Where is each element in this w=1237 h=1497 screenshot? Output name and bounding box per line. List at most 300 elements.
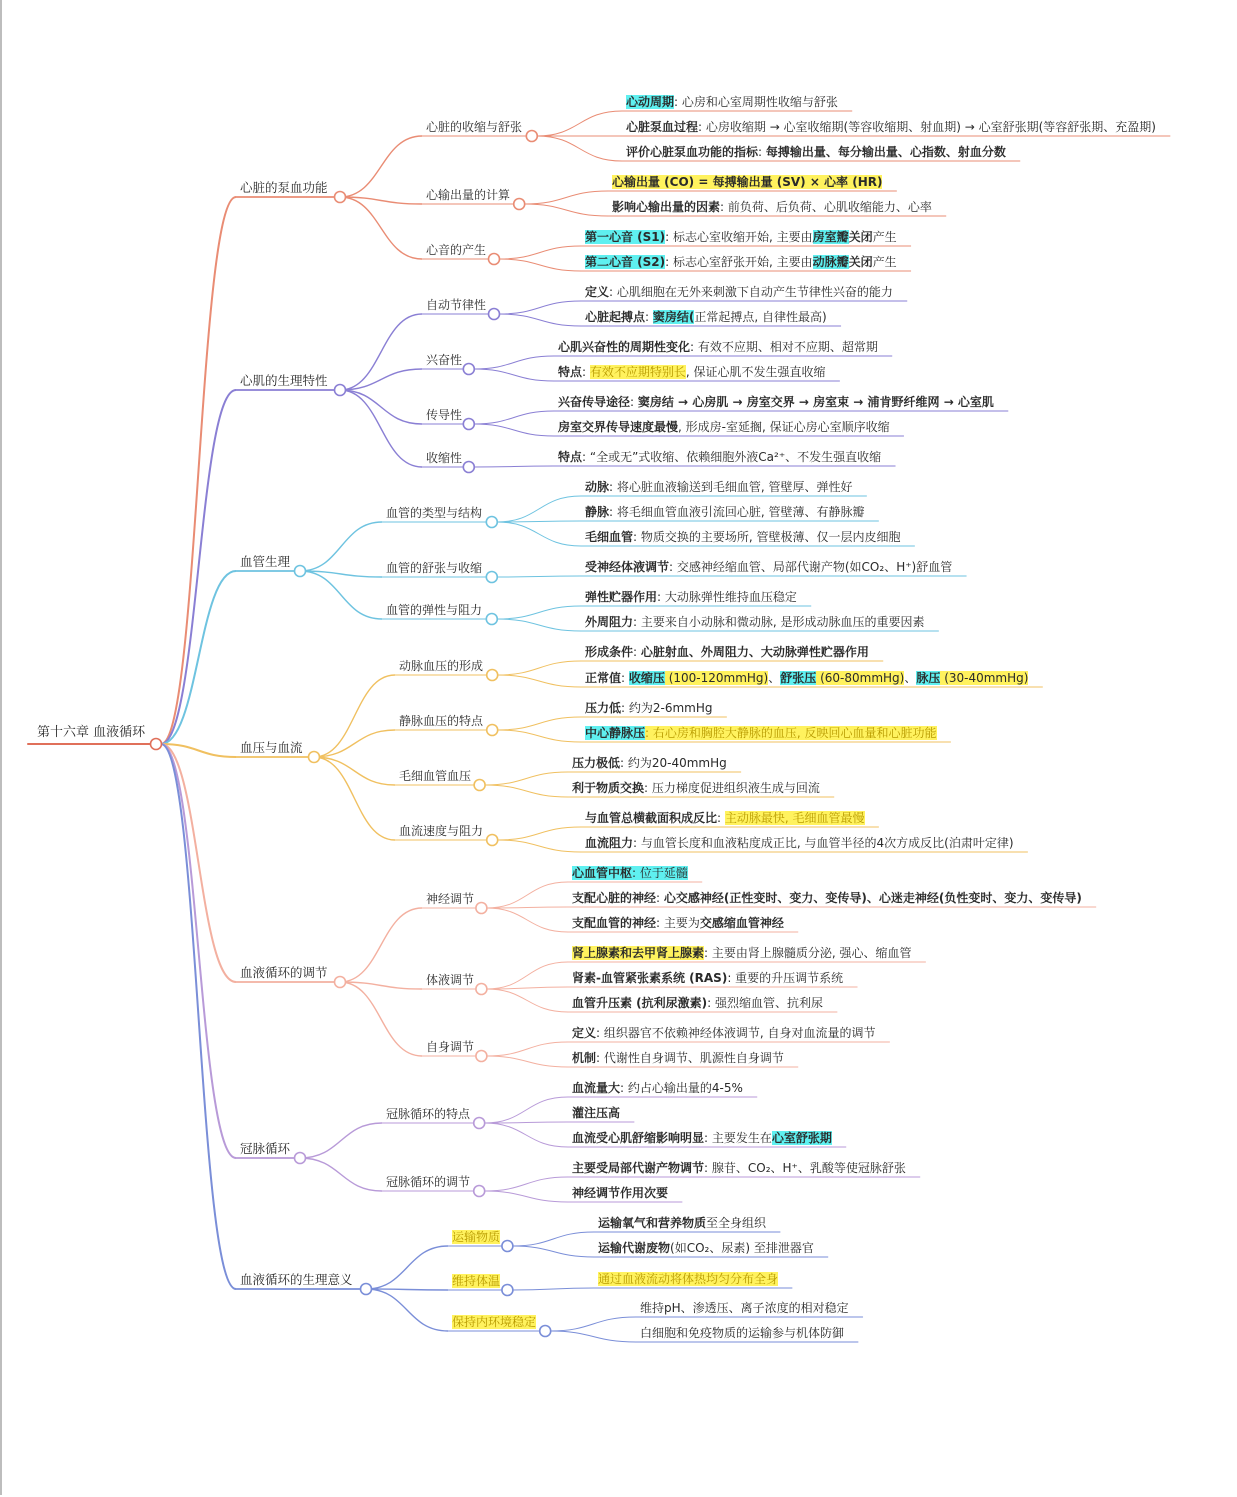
leaf-text: : 约占心输出量的4-5%	[620, 1081, 743, 1095]
branch-connector	[497, 661, 581, 675]
leaf-node[interactable]	[612, 174, 882, 190]
highlighted-text: (100-120mmHg)	[664, 671, 769, 685]
leaf-text: : 标志心室舒张开始, 主要由	[665, 255, 813, 269]
subtopic-label: 血流速度与阻力	[399, 824, 484, 838]
subtopic-title[interactable]	[386, 1174, 470, 1190]
leaf-node[interactable]	[585, 614, 925, 630]
subtopic-label: 动脉血压的形成	[399, 659, 484, 673]
branch-connector	[300, 571, 382, 577]
branch-connector	[300, 522, 382, 571]
subtopic-label: 毛细血管血压	[399, 769, 472, 783]
leaf-text: :	[633, 645, 641, 659]
highlighted-text: 第一心音 (S1)	[585, 230, 666, 244]
branch-connector	[474, 466, 554, 467]
leaf-text: 特点	[558, 365, 583, 379]
branch-connector	[474, 424, 554, 436]
highlighted-text: 心室舒张期	[771, 1131, 832, 1145]
leaf-text: :	[758, 145, 766, 159]
subtopic-label: 体液调节	[426, 973, 475, 987]
leaf-node[interactable]	[572, 755, 727, 771]
leaf-text: (如CO₂、尿素) 至排泄器官	[670, 1241, 814, 1255]
subtopic-title[interactable]	[426, 352, 462, 368]
leaf-node[interactable]	[558, 394, 994, 410]
branch-connector	[161, 744, 236, 1158]
collapse-toggle[interactable]	[474, 1186, 485, 1197]
leaf-text: : 组织器官不依赖神经体液调节, 自身对血流量的调节	[596, 1026, 876, 1040]
leaf-text: 正常起搏点, 自律性最高)	[694, 310, 827, 324]
subtopic-title[interactable]	[426, 972, 474, 988]
leaf-text: 肾素-血管紧张素系统 (RAS)	[572, 971, 728, 985]
branch-title[interactable]: 血液循环的调节	[240, 965, 328, 980]
leaf-text: : 交感神经缩血管、局部代谢产物(如CO₂、H⁺)舒血管	[669, 560, 953, 574]
leaf-node[interactable]	[585, 835, 1014, 851]
leaf-text: 血流量大	[572, 1081, 621, 1095]
leaf-node[interactable]	[626, 94, 838, 110]
leaf-text: 血管升压素 (抗利尿激素)	[572, 996, 708, 1010]
collapse-toggle[interactable]	[151, 739, 162, 750]
subtopic-title[interactable]	[426, 891, 474, 907]
branch-connector	[340, 314, 422, 390]
branch-connector	[550, 1331, 636, 1342]
leaf-text: : 前负荷、后负荷、心肌收缩能力、心率	[720, 200, 932, 214]
branch-connector	[486, 962, 568, 989]
leaf-node[interactable]	[640, 1325, 844, 1341]
leaf-node[interactable]	[572, 865, 688, 881]
subtopic-title[interactable]	[426, 119, 522, 135]
subtopic-title[interactable]	[399, 768, 471, 784]
leaf-node[interactable]	[585, 254, 897, 270]
leaf-text: : 代谢性自身调节、肌源性自身调节	[596, 1051, 784, 1065]
leaf-text: 神经调节作用次要	[572, 1186, 669, 1200]
subtopic-title[interactable]	[399, 658, 483, 674]
leaf-text: 交感缩血管神经	[699, 916, 784, 930]
branch-connector	[484, 1177, 568, 1191]
leaf-text: 运输氧气和营养物质	[598, 1216, 707, 1230]
leaf-text: 兴奋传导途径	[558, 395, 631, 409]
leaf-node[interactable]	[585, 700, 713, 716]
leaf-text: : 标志心室收缩开始, 主要由	[665, 230, 813, 244]
subtopic-title[interactable]	[452, 1314, 536, 1330]
branch-connector	[484, 1191, 568, 1202]
branch-connector	[497, 827, 581, 840]
leaf-text: 受神经体液调节	[585, 560, 670, 574]
leaf-text: : 主要为	[656, 916, 700, 930]
branch-connector	[161, 744, 236, 757]
leaf-node[interactable]	[572, 915, 784, 931]
subtopic-title[interactable]	[426, 297, 486, 313]
leaf-node[interactable]	[640, 1300, 849, 1316]
leaf-text: 定义	[585, 285, 610, 299]
branch-connector	[485, 785, 568, 797]
collapse-toggle[interactable]	[487, 670, 498, 681]
leaf-text: 至全身组织	[706, 1216, 767, 1230]
subtopic-title[interactable]	[386, 560, 482, 576]
leaf-node[interactable]	[585, 529, 901, 545]
leaf-node[interactable]	[598, 1271, 778, 1287]
leaf-text: 血流阻力	[585, 836, 634, 850]
branch-connector	[499, 301, 581, 314]
branch-title[interactable]: 心肌的生理特性	[240, 373, 328, 388]
subtopic-title[interactable]	[386, 1106, 470, 1122]
collapse-toggle[interactable]	[486, 572, 497, 583]
branch-connector	[486, 989, 568, 1012]
leaf-node[interactable]	[585, 309, 827, 325]
collapse-toggle[interactable]	[487, 725, 498, 736]
leaf-text: , 形成房-室延搁, 保证心房心室顺序收缩	[678, 420, 890, 434]
leaf-node[interactable]	[572, 945, 912, 961]
leaf-text: : 大动脉弹性维持血压稳定	[657, 590, 797, 604]
subtopic-title[interactable]	[452, 1273, 500, 1289]
collapse-toggle[interactable]	[463, 462, 474, 473]
leaf-text: : 与血管长度和血液粘度成正比, 与血管半径的4次方成反比(泊肃叶定律)	[633, 836, 1014, 850]
leaf-text: :	[645, 310, 653, 324]
leaf-text: 特点	[558, 450, 583, 464]
highlighted-text: 动脉瓣	[812, 255, 849, 269]
branch-connector	[340, 197, 422, 259]
subtopic-label: 心音的产生	[426, 243, 487, 257]
leaf-text: 主要受局部代谢产物调节	[572, 1161, 705, 1175]
collapse-toggle[interactable]	[514, 199, 525, 210]
leaf-node[interactable]	[612, 199, 932, 215]
leaf-text: : 心房和心室周期性收缩与舒张	[674, 95, 838, 109]
leaf-text: 、	[904, 671, 917, 685]
collapse-toggle[interactable]	[361, 1284, 372, 1295]
leaf-text: 影响心输出量的因素	[612, 200, 721, 214]
leaf-node[interactable]	[558, 339, 878, 355]
leaf-text: 、	[768, 671, 781, 685]
branch-connector	[497, 717, 581, 730]
branch-connector	[474, 356, 554, 369]
leaf-text: 外周阻力	[585, 615, 634, 629]
highlighted-text: 心动周期	[626, 95, 675, 109]
leaf-text: 血流受心肌舒缩影响明显	[572, 1131, 705, 1145]
highlighted-text: 收缩压	[628, 671, 665, 685]
subtopic-title[interactable]	[426, 242, 486, 258]
leaf-text: :	[717, 811, 725, 825]
leaf-text: : 腺苷、CO₂、H⁺、乳酸等使冠脉舒张	[704, 1161, 906, 1175]
highlighted-text: 中心静脉压	[585, 726, 646, 740]
subtopic-title[interactable]	[399, 713, 483, 729]
branch-connector	[314, 730, 395, 757]
leaf-node[interactable]	[558, 449, 881, 465]
highlighted-text: 第二心音 (S2)	[585, 255, 666, 269]
subtopic-label: 收缩性	[426, 451, 463, 465]
collapse-toggle[interactable]	[502, 1241, 513, 1252]
highlighted-text: 脉压	[916, 671, 941, 685]
branch-connector	[484, 1123, 568, 1147]
branch-connector	[524, 191, 608, 204]
highlighted-text: 有效不应期特别长	[589, 365, 686, 379]
branch-connector	[497, 619, 581, 631]
leaf-text: 每搏输出量、每分输出量、心指数、射血分数	[765, 145, 1006, 159]
branch-connector	[485, 772, 568, 785]
subtopic-label: 自动节律性	[426, 298, 487, 312]
leaf-node[interactable]	[585, 589, 797, 605]
leaf-node[interactable]	[585, 725, 937, 741]
leaf-text: : 物质交换的主要场所, 管壁极薄、仅一层内皮细胞	[633, 530, 901, 544]
branch-title[interactable]: 冠脉循环	[240, 1141, 291, 1156]
subtopic-label: 保持内环境稳定	[452, 1315, 537, 1329]
branch-connector	[340, 136, 422, 197]
leaf-text: 房室交界传导速度最慢	[558, 420, 679, 434]
branch-connector	[497, 606, 581, 619]
leaf-text: 心脏射血、外周阻力、大动脉弹性贮器作用	[640, 645, 869, 659]
subtopic-title[interactable]	[399, 823, 483, 839]
leaf-node[interactable]	[558, 419, 890, 435]
leaf-text: 压力低	[585, 701, 622, 715]
leaf-text: :	[656, 891, 664, 905]
leaf-text: : 主要发生在	[704, 1131, 772, 1145]
highlighted-text: 舒张压	[780, 671, 817, 685]
collapse-toggle[interactable]	[476, 1051, 487, 1062]
leaf-text: 正常值	[585, 671, 622, 685]
branch-connector	[366, 1289, 448, 1331]
collapse-toggle[interactable]	[335, 385, 346, 396]
collapse-toggle[interactable]	[476, 984, 487, 995]
leaf-text: :	[621, 671, 629, 685]
leaf-text: 机制	[572, 1051, 597, 1065]
subtopic-title[interactable]	[426, 407, 462, 423]
branch-connector	[486, 1056, 568, 1067]
branch-connector	[497, 730, 581, 742]
branch-connector	[161, 744, 236, 1289]
highlighted-text: : 位于延髓	[632, 866, 688, 880]
branch-connector	[366, 1246, 448, 1289]
branch-connector	[340, 197, 422, 204]
highlighted-text: 肾上腺素和去甲肾上腺素	[572, 946, 705, 960]
leaf-text: : 强烈缩血管、抗利尿	[707, 996, 824, 1010]
leaf-node[interactable]	[585, 644, 869, 660]
collapse-toggle[interactable]	[474, 1118, 485, 1129]
leaf-text: 灌注压高	[572, 1106, 621, 1120]
leaf-text: : “全或无”式收缩、依赖细胞外液Ca²⁺、不发生强直收缩	[582, 450, 882, 464]
leaf-text: 产生	[872, 230, 897, 244]
leaf-node[interactable]	[572, 890, 1082, 906]
collapse-toggle[interactable]	[463, 364, 474, 375]
collapse-toggle[interactable]	[487, 835, 498, 846]
root-node-title[interactable]: 第十六章 血液循环	[37, 725, 146, 740]
leaf-text: : 心肌细胞在无外来刺激下自动产生节律性兴奋的能力	[609, 285, 893, 299]
branch-connector	[524, 204, 608, 216]
leaf-node[interactable]	[626, 119, 1156, 135]
leaf-node[interactable]	[572, 1130, 832, 1146]
leaf-text: : 压力梯度促进组织液生成与回流	[644, 781, 820, 795]
leaf-node[interactable]	[585, 229, 897, 245]
branch-title[interactable]: 血液循环的生理意义	[240, 1272, 353, 1287]
branch-connector	[499, 314, 581, 326]
subtopic-label: 运输物质	[452, 1230, 501, 1244]
leaf-node[interactable]	[572, 780, 820, 796]
leaf-node[interactable]	[572, 970, 843, 986]
branch-connector	[340, 390, 422, 424]
leaf-node[interactable]	[572, 995, 823, 1011]
branch-connector	[550, 1317, 636, 1331]
branch-connector	[497, 522, 581, 546]
branch-connector	[161, 571, 236, 744]
collapse-toggle[interactable]	[489, 309, 500, 320]
subtopic-title[interactable]	[452, 1229, 500, 1245]
leaf-text: 毛细血管	[585, 530, 634, 544]
collapse-toggle[interactable]	[486, 517, 497, 528]
branch-title[interactable]: 心脏的泵血功能	[240, 180, 328, 195]
leaf-text: 窦房结 → 心房肌 → 房室交界 → 房室束 → 浦肯野纤维网 → 心室肌	[637, 395, 994, 409]
leaf-text: 维持pH、渗透压、离子浓度的相对稳定	[640, 1301, 849, 1315]
leaf-node[interactable]	[585, 559, 952, 575]
leaf-text: 利于物质交换	[572, 781, 645, 795]
subtopic-label: 静脉血压的特点	[399, 714, 484, 728]
leaf-text: : 重要的升压调节系统	[727, 971, 844, 985]
leaf-text: 静脉	[585, 505, 610, 519]
leaf-text: : 心房收缩期 → 心室收缩期(等容收缩期、射血期) → 心室舒张期(等容舒张期、充盈期)	[698, 120, 1156, 134]
leaf-text: 与血管总横截面积成反比	[585, 811, 718, 825]
leaf-text: 心脏泵血过程	[626, 120, 699, 134]
branch-connector	[484, 1097, 568, 1123]
branch-connector	[512, 1288, 594, 1290]
subtopic-label: 神经调节	[426, 892, 475, 906]
branch-connector	[512, 1246, 594, 1257]
leaf-text: 支配心脏的神经	[572, 891, 657, 905]
highlighted-text: (30-40mmHg)	[940, 671, 1029, 685]
leaf-node[interactable]	[598, 1215, 766, 1231]
highlighted-text: 房室瓣	[812, 230, 849, 244]
subtopic-label: 冠脉循环的特点	[386, 1107, 471, 1121]
highlighted-text: 通过血液流动将体热均匀分布全身	[598, 1272, 779, 1286]
leaf-text: : 约为20-40mmHg	[620, 756, 727, 770]
leaf-node[interactable]	[572, 1050, 784, 1066]
branch-connector	[300, 1123, 382, 1158]
subtopic-title[interactable]	[386, 602, 482, 618]
subtopic-label: 心脏的收缩与舒张	[426, 120, 523, 134]
leaf-text: : 主要来自小动脉和微动脉, 是形成动脉血压的重要因素	[633, 615, 925, 629]
leaf-text: : 主要由肾上腺髓质分泌, 强心、缩血管	[704, 946, 912, 960]
branch-connector	[300, 571, 382, 619]
subtopic-title[interactable]	[426, 450, 462, 466]
leaf-node[interactable]	[585, 810, 865, 826]
subtopic-label: 兴奋性	[426, 353, 463, 367]
branch-connector	[340, 982, 422, 1056]
leaf-node[interactable]	[585, 479, 853, 495]
highlighted-text: 心血管中枢	[572, 866, 633, 880]
collapse-toggle[interactable]	[526, 131, 537, 142]
leaf-text: 形成条件	[585, 645, 634, 659]
leaf-text: 关闭	[848, 230, 873, 244]
branch-connector	[499, 259, 581, 271]
collapse-toggle[interactable]	[489, 254, 500, 265]
subtopic-title[interactable]	[426, 187, 510, 203]
leaf-text: :	[630, 395, 638, 409]
collapse-toggle[interactable]	[540, 1326, 551, 1337]
subtopic-label: 血管的弹性与阻力	[386, 603, 483, 617]
subtopic-label: 传导性	[426, 408, 463, 422]
leaf-text: : 将毛细血管血液引流回心脏, 管壁薄、有静脉瓣	[609, 505, 865, 519]
branch-connector	[314, 757, 395, 785]
leaf-text: 压力极低	[572, 756, 621, 770]
leaf-node[interactable]	[626, 144, 1006, 160]
collapse-toggle[interactable]	[502, 1285, 513, 1296]
collapse-toggle[interactable]	[486, 614, 497, 625]
leaf-node[interactable]	[558, 364, 826, 380]
leaf-text: 心脏起搏点	[585, 310, 646, 324]
highlighted-text: 心输出量 (CO) = 每搏输出量 (SV) × 心率 (HR)	[612, 175, 883, 189]
leaf-text: 心交感神经(正性变时、变力、变传导)、心迷走神经(负性变时、变力、变传导)	[663, 891, 1082, 905]
leaf-text: 白细胞和免疫物质的运输参与机体防御	[640, 1326, 845, 1340]
collapse-toggle[interactable]	[335, 977, 346, 988]
highlighted-text: 主动脉最快, 毛细血管最慢	[724, 811, 865, 825]
leaf-node[interactable]	[598, 1240, 814, 1256]
collapse-toggle[interactable]	[476, 903, 487, 914]
branch-connector	[497, 576, 581, 577]
branch-connector	[340, 390, 422, 467]
branch-title[interactable]: 血管生理	[240, 554, 291, 569]
collapse-toggle[interactable]	[474, 780, 485, 791]
collapse-toggle[interactable]	[335, 192, 346, 203]
branch-connector	[474, 411, 554, 424]
branch-connector	[486, 882, 568, 908]
branch-connector	[340, 982, 422, 989]
leaf-text: :	[582, 365, 590, 379]
leaf-text: 关闭	[848, 255, 873, 269]
subtopic-label: 血管的舒张与收缩	[386, 561, 483, 575]
highlighted-text: : 右心房和胸腔大静脉的血压, 反映回心血量和心脏功能	[645, 726, 937, 740]
leaf-node[interactable]	[585, 670, 1028, 686]
leaf-text: 评价心脏泵血功能的指标	[626, 145, 759, 159]
subtopic-title[interactable]	[386, 505, 482, 521]
leaf-text: : 将心脏血液输送到毛细血管, 管壁厚、弹性好	[609, 480, 853, 494]
branch-connector	[161, 390, 236, 744]
subtopic-label: 维持体温	[452, 1274, 501, 1288]
collapse-toggle[interactable]	[295, 1153, 306, 1164]
highlighted-text: 窦房结(	[652, 310, 695, 324]
leaf-node[interactable]	[572, 1080, 743, 1096]
collapse-toggle[interactable]	[463, 419, 474, 430]
subtopic-title[interactable]	[426, 1039, 474, 1055]
leaf-node[interactable]	[585, 284, 893, 300]
collapse-toggle[interactable]	[309, 752, 320, 763]
branch-connector	[314, 675, 395, 757]
leaf-text: : 约为2-6mmHg	[621, 701, 713, 715]
leaf-text: 运输代谢废物	[598, 1241, 671, 1255]
leaf-text: 心肌兴奋性的周期性变化	[558, 340, 691, 354]
branch-connector	[512, 1232, 594, 1246]
branch-connector	[314, 757, 395, 840]
leaf-node[interactable]	[585, 504, 865, 520]
collapse-toggle[interactable]	[295, 566, 306, 577]
leaf-node[interactable]	[572, 1185, 668, 1201]
leaf-node[interactable]	[572, 1160, 906, 1176]
subtopic-label: 血管的类型与结构	[386, 506, 483, 520]
leaf-text: 定义	[572, 1026, 597, 1040]
highlighted-text: (60-80mmHg)	[816, 671, 905, 685]
branch-connector	[497, 675, 581, 687]
subtopic-label: 自身调节	[426, 1040, 475, 1054]
leaf-text: 弹性贮器作用	[585, 590, 658, 604]
branch-title[interactable]: 血压与血流	[240, 740, 303, 755]
branch-connector	[340, 908, 422, 982]
branch-connector	[486, 1042, 568, 1056]
branch-connector	[486, 908, 568, 932]
leaf-text: 产生	[872, 255, 897, 269]
leaf-text: , 保证心肌不发生强直收缩	[685, 365, 826, 379]
branch-connector	[537, 136, 622, 161]
leaf-node[interactable]	[572, 1105, 620, 1121]
leaf-text: 动脉	[585, 480, 610, 494]
branch-connector	[537, 111, 622, 136]
leaf-node[interactable]	[572, 1025, 876, 1041]
subtopic-label: 冠脉循环的调节	[386, 1175, 471, 1189]
branch-connector	[499, 246, 581, 259]
leaf-text: 支配血管的神经	[572, 916, 657, 930]
subtopic-label: 心输出量的计算	[426, 188, 511, 202]
